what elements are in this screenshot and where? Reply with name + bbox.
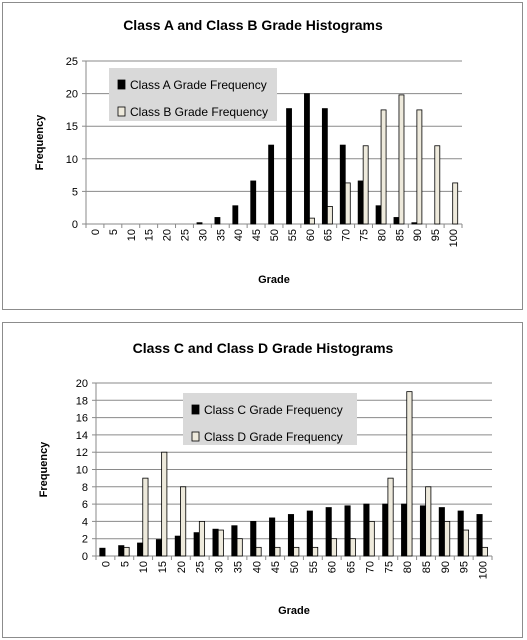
- x-tick-label: 0: [100, 561, 113, 568]
- legend-label: Class B Grade Frequency: [130, 105, 269, 119]
- x-tick-label: 45: [251, 229, 264, 242]
- bar-series-2: [309, 218, 314, 224]
- x-tick-label: 85: [421, 561, 433, 574]
- x-tick-label: 100: [448, 229, 461, 248]
- legend-swatch: [118, 107, 125, 116]
- y-tick-label: 20: [75, 378, 88, 390]
- x-tick-label: 70: [340, 229, 353, 242]
- x-tick-label: 25: [194, 561, 207, 574]
- chart-a: [3, 3, 522, 309]
- y-tick-label: 2: [81, 533, 88, 546]
- y-tick-label: 12: [75, 447, 88, 460]
- bar-series-2: [363, 146, 368, 224]
- x-tick-label: 40: [251, 561, 264, 574]
- y-tick-label: 0: [71, 219, 78, 231]
- bar-series-2: [237, 539, 242, 556]
- bar-series-1: [383, 504, 388, 556]
- bar-series-2: [327, 206, 332, 224]
- x-axis-label: Grade: [258, 274, 290, 286]
- y-tick-label: 18: [75, 395, 88, 408]
- x-tick-label: 15: [157, 561, 169, 574]
- bar-series-1: [401, 504, 406, 556]
- x-tick-label: 20: [175, 561, 188, 574]
- bar-series-2: [369, 521, 374, 556]
- bar-series-2: [388, 478, 393, 556]
- x-axis-label: Grade: [278, 605, 310, 617]
- x-tick-label: 55: [286, 229, 299, 242]
- bar-series-1: [439, 508, 444, 556]
- y-tick-label: 6: [81, 499, 88, 512]
- x-tick-label: 40: [233, 229, 246, 242]
- x-tick-label: 50: [269, 229, 281, 242]
- bar-series-1: [326, 508, 331, 556]
- bar-series-2: [275, 547, 280, 556]
- bar-series-2: [463, 530, 468, 556]
- bar-series-1: [215, 217, 220, 224]
- x-tick-label: 80: [376, 229, 389, 242]
- x-tick-label: 90: [412, 229, 425, 242]
- bar-series-1: [420, 506, 425, 556]
- chart-b: [3, 323, 522, 637]
- x-tick-label: 55: [307, 561, 320, 574]
- bar-series-1: [358, 181, 363, 224]
- x-tick-label: 75: [358, 229, 371, 242]
- bar-series-2: [417, 110, 422, 224]
- x-tick-label: 35: [215, 229, 228, 242]
- x-tick-label: 65: [322, 229, 335, 242]
- bar-series-1: [100, 548, 105, 556]
- bar-series-1: [477, 514, 482, 556]
- y-tick-label: 15: [65, 121, 78, 134]
- x-tick-label: 70: [364, 561, 377, 574]
- bar-series-1: [340, 145, 345, 224]
- bar-series-2: [180, 487, 185, 556]
- bar-series-1: [288, 514, 293, 556]
- bar-series-2: [482, 547, 487, 556]
- chart-title: Class C and Class D Grade Histograms: [132, 340, 394, 356]
- bar-series-2: [256, 547, 261, 556]
- x-tick-label: 50: [289, 561, 301, 574]
- bar-series-1: [394, 217, 399, 224]
- bar-series-2: [312, 547, 317, 556]
- y-tick-label: 20: [65, 88, 78, 101]
- y-tick-label: 4: [81, 516, 88, 529]
- bar-series-1: [232, 526, 237, 556]
- x-tick-label: 85: [394, 229, 407, 242]
- x-tick-label: 25: [179, 229, 192, 242]
- x-tick-label: 30: [213, 561, 226, 574]
- bar-series-2: [162, 452, 167, 556]
- bar-series-1: [269, 518, 274, 556]
- y-tick-label: 5: [71, 186, 78, 199]
- y-tick-label: 8: [81, 481, 88, 494]
- legend-label: Class D Grade Frequency: [204, 430, 343, 444]
- x-tick-label: 95: [458, 561, 471, 574]
- legend-label: Class C Grade Frequency: [204, 403, 343, 417]
- x-tick-label: 30: [197, 229, 210, 242]
- bar-series-2: [435, 146, 440, 224]
- x-tick-label: 95: [430, 229, 443, 242]
- bar-series-2: [407, 392, 412, 556]
- bar-series-2: [381, 110, 386, 224]
- x-tick-label: 20: [161, 229, 174, 242]
- x-tick-label: 80: [402, 561, 415, 574]
- x-tick-label: 35: [232, 561, 245, 574]
- bar-series-1: [287, 109, 292, 224]
- chart-title: Class A and Class B Grade Histograms: [123, 17, 383, 33]
- bar-series-2: [444, 521, 449, 556]
- legend-swatch: [192, 405, 199, 414]
- bar-series-2: [350, 539, 355, 556]
- bar-series-1: [364, 504, 369, 556]
- bar-series-2: [453, 183, 458, 224]
- bar-series-1: [137, 543, 142, 556]
- x-tick-label: 60: [304, 229, 317, 242]
- x-tick-label: 100: [477, 561, 490, 580]
- legend-swatch: [192, 432, 199, 441]
- bar-series-1: [197, 223, 202, 224]
- bar-series-2: [426, 487, 431, 556]
- bar-series-1: [458, 511, 463, 556]
- bar-series-1: [194, 533, 199, 556]
- x-tick-label: 10: [125, 229, 138, 242]
- bar-series-1: [345, 506, 350, 556]
- bar-series-2: [218, 530, 223, 556]
- bar-series-2: [124, 547, 129, 556]
- y-axis-label: Frequency: [34, 114, 46, 171]
- x-tick-label: 65: [345, 561, 358, 574]
- bar-series-1: [175, 536, 180, 556]
- bar-series-1: [376, 206, 381, 224]
- bar-series-1: [307, 511, 312, 556]
- legend-swatch: [118, 80, 125, 89]
- bar-series-2: [199, 521, 204, 556]
- x-tick-label: 15: [143, 229, 156, 242]
- y-axis-label: Frequency: [38, 441, 50, 498]
- y-tick-label: 10: [65, 153, 78, 166]
- legend-label: Class A Grade Frequency: [130, 78, 267, 92]
- bar-series-1: [119, 546, 124, 556]
- bar-series-1: [269, 145, 274, 224]
- bar-series-1: [322, 109, 327, 224]
- bar-series-1: [156, 540, 161, 556]
- y-tick-label: 10: [75, 464, 88, 477]
- x-tick-label: 45: [270, 561, 283, 574]
- bar-series-2: [331, 539, 336, 556]
- y-tick-label: 0: [81, 551, 88, 563]
- bar-series-2: [143, 478, 148, 556]
- x-tick-label: 5: [119, 561, 132, 568]
- x-tick-label: 75: [383, 561, 396, 574]
- y-tick-label: 14: [75, 429, 88, 442]
- bar-series-1: [251, 521, 256, 556]
- bar-series-2: [345, 183, 350, 224]
- y-tick-label: 25: [65, 56, 78, 68]
- bar-series-2: [399, 95, 404, 224]
- bar-series-1: [251, 181, 256, 224]
- x-tick-label: 90: [439, 561, 452, 574]
- bar-series-1: [412, 223, 417, 224]
- bar-series-1: [233, 206, 238, 224]
- x-tick-label: 0: [89, 229, 102, 236]
- chart-panel-b: [2, 322, 523, 638]
- chart-panel-a: [2, 2, 523, 310]
- bar-series-1: [304, 94, 309, 224]
- bar-series-1: [213, 529, 218, 556]
- y-tick-label: 16: [75, 412, 88, 425]
- x-tick-label: 10: [138, 561, 151, 574]
- x-tick-label: 5: [107, 229, 120, 236]
- x-tick-label: 60: [326, 561, 339, 574]
- bar-series-2: [294, 547, 299, 556]
